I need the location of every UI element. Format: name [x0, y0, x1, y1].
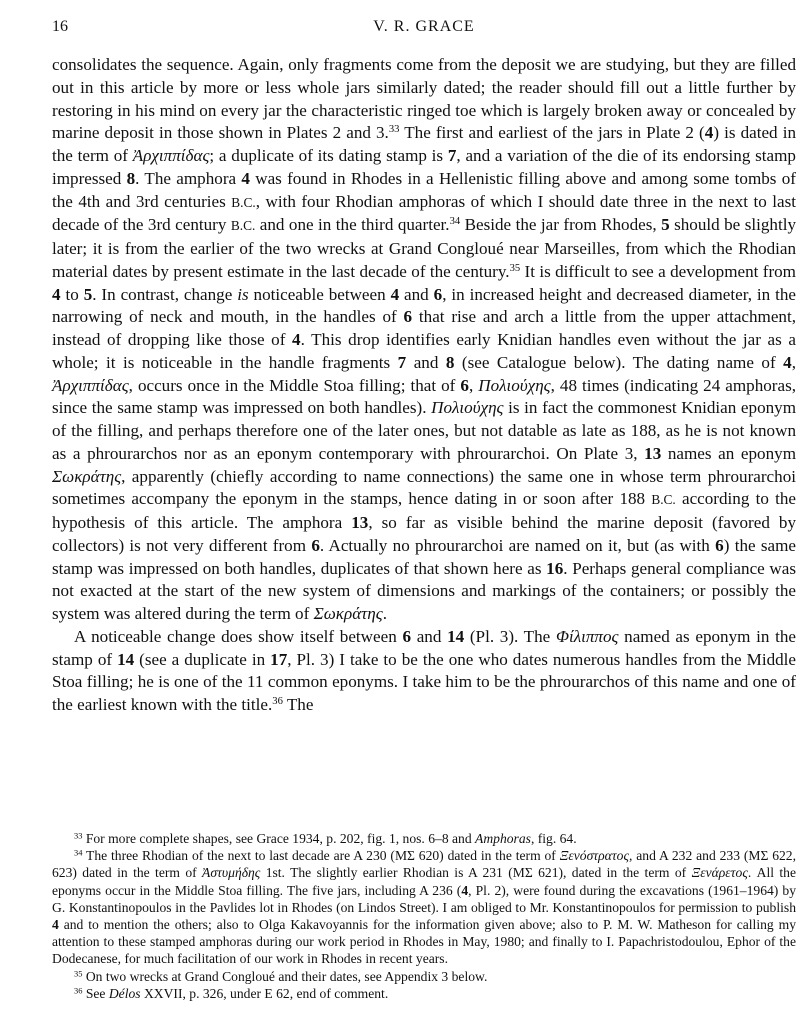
figure-ref: 13 [351, 513, 369, 532]
footnote-33: $^{33}$ For more complete shapes, see Grace 1934, p. 202, fig. 1, nos. 6–8 and Amphoras, fig. 64. [74, 830, 577, 846]
figure-ref: 5 [83, 284, 93, 304]
figure-ref: 6 [311, 535, 320, 555]
paragraph: consolidates the sequence. Again, only fragments come from the deposit we are studying, but they are filled out in this article by more or less whole jars similarly dated; the reader should fill out a little further by restoring in his mind on every jar the characteristic ringed toe which is largely broken away or concealed by marine deposit in those shown in Plates 2 and 3.33 The first and earliest of the jars in Plate 2 (4) is dated in the term of Ἀρχιππίδας; a duplicate of its dating stamp is 7, and a variation of the die of its endorsing stamp impressed 8. The amphora 4 was found in Rhodes in a Hellenistic filling above and among some tombs of the 4th and 3rd centuries B.C., with four Rhodian amphoras of which I should date three in the next to last decade of the 3rd century B.C. and one in the third quarter.$^{34}$ Beside the jar from Rhodes, 5 should be slightly later; it is from the earlier of the two wrecks at Grand Congloué near Marseilles, from which the Rhodian material dates by present estimate in the last decade of the century.$^{35}$ It is difficult to see a development from 4 to 5. In contrast, change is noticeable between 4 and 6, in increased height and decreased diameter, in the narrowing of neck and mouth, in the handles of 6 that rise and arch a little from the upper attachment, instead of dropping like those of 4. This drop identifies early Knidian handles even without the jar as a whole; it is noticeable in the handle fragments 7 and 8 (see Catalogue below). The dating name of 4, Ἀρχιππίδας, occurs once in the Middle Stoa filling; that of 6, Πολιούχης, 48 times (indicating 24 amphoras, since the same stamp was impressed on both handles). Πολιούχης is in fact the commonest Knidian eponym of the filling, and perhaps therefore one of the later ones, but not datable as late as 188, as he is not known as a phrourarchos nor as an eponym contemporary with phrourarchoi. On Plate 3, 13 names an eponym Σωκράτης, apparently (chiefly according to name connections) the same one in whose term phrourarchoi sometimes accompany the eponym in the stamps, hence dating in or soon after 188 B.C. according to the hypothesis of this article. The amphora 13, so far as visible behind the marine deposit (favored by collectors) is not very different from 6. Actually no phrourarchoi are named on it, but (as with 6) the same stamp was impressed on both handles, duplicates of that shown here as 16. Perhaps general compliance was not exacted at the start of the new system of dimensions and markings of the containers; or possibly the system was altered during the term of Σωκράτης. [52, 55, 796, 623]
era-abbrev: B.C. [230, 218, 256, 234]
footnote-ref[interactable]: 36 [272, 696, 283, 708]
figure-ref: 14 [447, 626, 465, 646]
footnote-36: $^{36}$ See Délos XXVII, p. 326, under E 62, end of comment. [74, 985, 389, 1001]
figure-ref: 4 [390, 284, 400, 304]
footnote-ref[interactable]: 35 [509, 262, 521, 274]
greek-name: Ξενάρετος [691, 865, 748, 881]
page [52, 18, 796, 1008]
greek-name: Πολιούχης [478, 375, 551, 395]
greek-name: Πολιούχης [431, 398, 504, 418]
paragraph: A noticeable change does show itself between 6 and 14 (Pl. 3). The Φίλιππος named as eponym in the stamp of 14 (see a duplicate in 17, Pl. 3) I take to be the one who dates numerous handles from the Middle Stoa filling; he is one of the 11 common eponyms. I take him to be the phrourarchos of this name and one of the earliest known with the title.$^{36}$ The [52, 626, 796, 714]
figure-ref: 13 [644, 443, 662, 463]
running-head: V. R. GRACE [373, 18, 475, 35]
figure-ref: 4 [292, 330, 301, 349]
page-number: 16 [52, 18, 68, 35]
figure-ref: 4 [241, 168, 250, 188]
book-title: Amphoras [475, 831, 531, 846]
figure-ref: 6 [403, 307, 413, 327]
figure-ref: 7 [397, 352, 407, 372]
greek-name: Ἀρχιππίδας [132, 146, 210, 165]
page-header [52, 18, 796, 44]
greek-name: Φίλιππος [555, 626, 619, 646]
era-abbrev: B.C. [231, 194, 256, 210]
footnote-number: 36 [74, 985, 83, 996]
emphasis: is [237, 284, 249, 304]
figure-ref: 4 [52, 917, 59, 933]
footnote-34: $^{34}$ The three Rhodian of the next to last decade are A 230 (ΜΣ 620) dated in the term of Ξενόστρατος, and A 232 and 233 (ΜΣ 622, 623) dated in the term of Ἀστυμήδης 1st. The slightly earlier Rhodian is A 231 (ΜΣ 621), dated in the term of Ξενάρετος. All the eponyms occur in the Middle Stoa filling. The five jars, including A 236 (4, Pl. 2), were found during the excavations (1961–1964) by G. Konstantinopoulos in the Pavlides lot in Rhodes (on Lindos Street). I am obliged to Mr. Konstantinopoulos for permission to publish 4 and to mention the others; also to Olga Kakavoyannis for the information given above; also to P. M. W. Matheson for calling my attention to these stamped amphoras during our work period in Rhodes in May, 1980; and finally to I. Papachristodoulou, Ephor of the Dodecanese, for much facilitation of our work in Rhodes in recent years. [52, 847, 796, 967]
book-title: Délos [108, 985, 141, 1001]
figure-ref: 7 [447, 146, 457, 165]
greek-name: Ἀστυμήδης [202, 865, 261, 881]
era-abbrev: B.C. [651, 492, 676, 508]
greek-name: Ἀρχιππίδας [52, 375, 129, 395]
footnote-ref[interactable]: 33 [388, 124, 400, 136]
footnote-number: 34 [74, 847, 83, 858]
greek-name: Ξενόστρατος [559, 848, 629, 864]
figure-ref: 8 [126, 168, 136, 188]
figure-ref: 17 [270, 649, 288, 669]
footnote-number: 33 [74, 830, 83, 841]
figure-ref: 4 [461, 882, 469, 898]
figure-ref: 6 [402, 626, 411, 646]
footnote-35: $^{35}$ On two wrecks at Grand Congloué and their dates, see Appendix 3 below. [74, 968, 488, 984]
figure-ref: 14 [117, 649, 135, 669]
footnote-number: 35 [74, 968, 83, 978]
figure-ref: 4 [783, 352, 792, 372]
figure-ref: 8 [445, 352, 455, 372]
figure-ref: 4 [704, 123, 714, 143]
greek-name: Σωκράτης [313, 604, 383, 623]
figure-ref: 5 [661, 215, 670, 235]
footnotes [52, 830, 796, 1002]
figure-ref: 6 [715, 535, 724, 555]
figure-ref: 4 [52, 284, 61, 304]
figure-ref: 6 [433, 284, 443, 304]
figure-ref: 6 [460, 375, 469, 395]
footnote-ref[interactable]: 34 [449, 216, 461, 228]
body-text [52, 54, 796, 717]
greek-name: Σωκράτης [52, 466, 122, 486]
figure-ref: 16 [546, 558, 564, 578]
